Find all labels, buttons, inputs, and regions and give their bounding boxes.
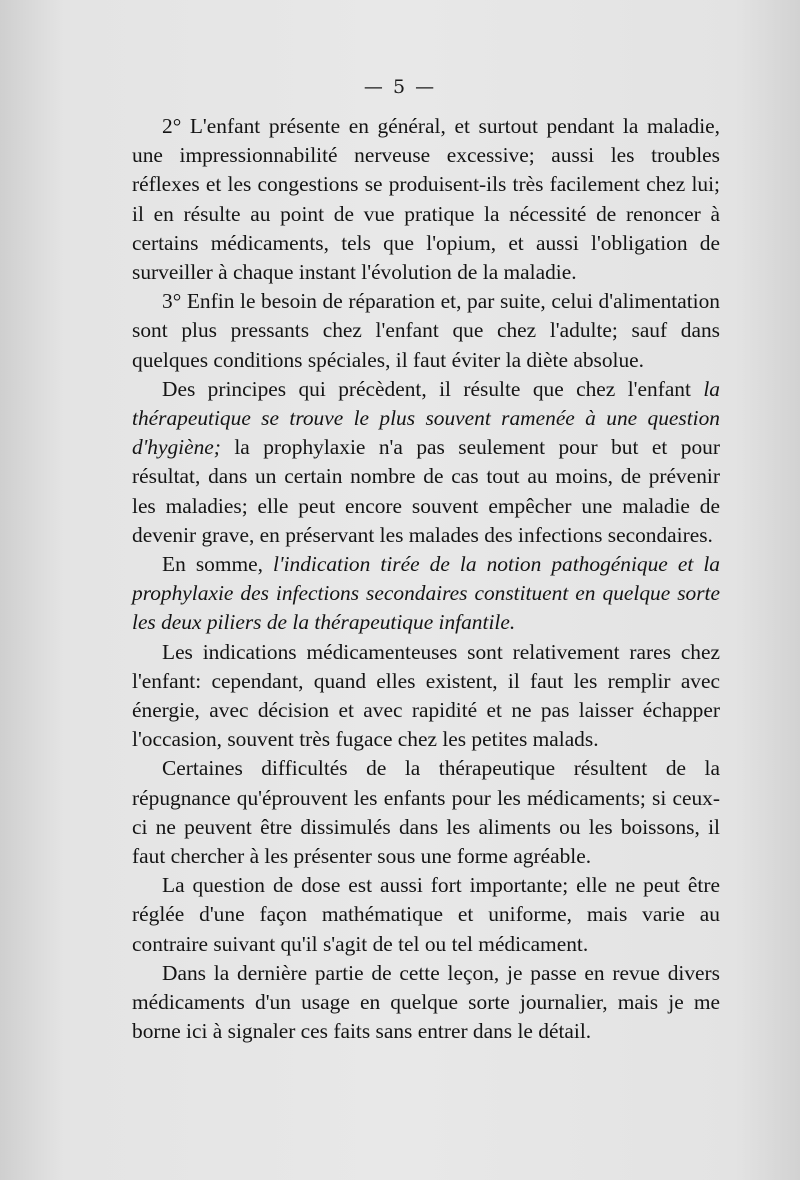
text-run: Dans la dernière partie de cette leçon, je passe en revue divers médicaments d'un usage en quelque sorte journalier, mais je me borne ici à signaler ces faits sans entrer dans le détail. — [132, 960, 720, 1044]
text-run: 2° L'enfant présente en général, et surtout pendant la maladie, une impressionnabilité nerveuse excessive; aussi les troubles réflexes et les congestions se produisent-ils très facilement chez lui; il en résulte au point de vue pratique la nécessité de renoncer à certains médicaments, tels que l'opium, et aussi l'obligation de surveiller à chaque instant l'évolution de la maladie. — [132, 114, 720, 285]
page-number: — 5 — — [363, 76, 437, 98]
text-run: Certaines difficultés de la thérapeutique résultent de la répugnance qu'éprouvent les enfants pour les médicaments; si ceux-ci ne peuvent être dissimulés dans les aliments ou les boissons, il faut chercher à les présenter sous une forme agréable. — [132, 756, 720, 869]
paragraph — [132, 959, 720, 1047]
body-text — [132, 112, 720, 1047]
text-run: la prophylaxie n'a pas seulement pour but et pour résultat, dans un certain nombre de cas tout au moins, de prévenir les maladies; elle peut encore souvent empêcher une maladie de devenir grave, en préservant les malades des infections secondaires. — [132, 435, 720, 547]
text-run: La question de dose est aussi fort importante; elle ne peut être réglée d'une façon mathématique et uniforme, mais varie au contraire suivant qu'il s'agit de tel ou tel médicament. — [132, 873, 720, 956]
paragraph — [132, 375, 720, 550]
paragraph — [132, 871, 720, 959]
paragraph — [132, 754, 720, 871]
paragraph — [132, 638, 720, 755]
italic-text: l'indication tirée de la notion pathogénique et la prophylaxie des infections secondaires constituent en quelque sorte les deux piliers de la thérapeutique infantile. — [132, 552, 720, 635]
paragraph — [132, 112, 720, 287]
paragraph — [132, 287, 720, 375]
paragraph — [132, 550, 720, 638]
text-run: Les indications médicamenteuses sont relativement rares chez l'enfant: cependant, quand elles existent, il faut les remplir avec énergie, avec décision et avec rapidité et ne pas laisser échapper l'occasion, souvent très fugace chez les petites malads. — [132, 639, 720, 752]
text-run: Des principes qui précèdent, il résulte que chez l'enfant — [162, 376, 704, 401]
text-run: En somme, — [162, 552, 274, 577]
italic-text: la thérapeutique se trouve le plus souvent ramenée à une question d'hygiène; — [132, 376, 720, 460]
text-run: 3° Enfin le besoin de réparation et, par suite, celui d'alimentation sont plus pressants chez l'enfant que chez l'adulte; sauf dans quelques conditions spéciales, il faut éviter la diète absolue. — [132, 289, 720, 372]
